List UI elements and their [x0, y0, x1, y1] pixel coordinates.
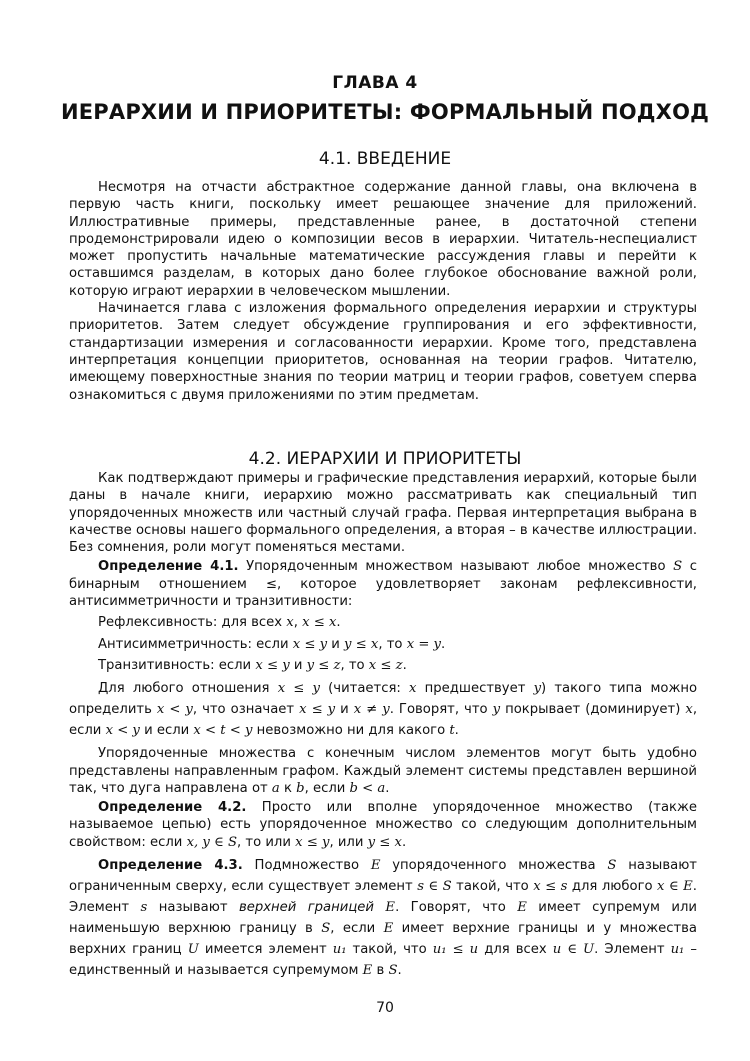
math: S: [321, 921, 331, 937]
math: x < y: [156, 702, 193, 718]
math: U: [187, 942, 199, 958]
math: x ∈ E: [657, 879, 693, 895]
reflexivity-law: Рефлексивность: для всех x, x ≤ x.: [98, 615, 341, 631]
math: b < a: [349, 780, 386, 796]
definition-label: Определение 4.2.: [98, 800, 247, 816]
math: u ∈ U: [552, 942, 595, 958]
definition-4-2: Определение 4.2. Просто или вполне упорядоченное множество (также называемое цепью) есть упорядоченное множество со следующим дополнительным свойством: если x, y ∈ S, то или x ≤ y, или y ≤ x.: [69, 800, 697, 850]
paragraph: Несмотря на отчасти абстрактное содержание данной главы, она включена в первую часть книги, поскольку имеет решающее значение для приложений. Иллюстративные примеры, представленные ранее, в достаточной степени продемонстрировали идею о композиции весов в иерархии. Читатель-неспециалист может пропустить начальные математические рассуждения главы и перейти к оставшимся разделам, в которых дано более глубокое обоснование важной роли, которую играют иерархии в человеческом мышлении.: [69, 180, 697, 299]
math: y ≤ x: [367, 834, 402, 850]
math: u₁: [332, 942, 347, 958]
math: x ≤ x: [302, 615, 337, 631]
math: x ≤ y: [292, 636, 328, 652]
paragraph-covering: Для любого отношения x ≤ y (читается: x предшествует y) такого типа можно определить x < y, что означает x ≤ y и x ≠ y. Говорят, что y покрывает (доминирует) x, если x < y и если x < t < y невозможно ни для какого t.: [69, 681, 698, 739]
math: E: [370, 858, 381, 874]
math: y: [492, 702, 501, 718]
math: x: [286, 615, 294, 631]
math: x ≤ z: [368, 657, 403, 673]
math: x < t < y: [193, 723, 253, 739]
paragraph: Как подтверждают примеры и графические представления иерархий, которые были даны в начале книги, иерархию можно рассматривать как специальный тип упорядоченных множеств или частный случай графа. Первая интерпретация выбрана в качестве основы нашего формального определения, а вторая – в качестве иллюстрации. Без сомнения, роли могут поменяться местами.: [69, 471, 698, 556]
math: x, y ∈ S: [186, 834, 238, 850]
definition-4-1: Определение 4.1. Упорядоченным множеством называют любое множество S с бинарным отношением ≤, которое удовлетворяет законам рефлексивности, антисимметричности и транзитивности:: [69, 559, 697, 610]
math: E: [383, 921, 394, 937]
chapter-label: ГЛАВА 4: [332, 73, 418, 93]
math: x: [409, 681, 417, 697]
math: x ≠ y: [353, 702, 390, 718]
math: x ≤ s: [533, 879, 568, 895]
math: E: [385, 900, 396, 916]
math: x < y: [105, 723, 140, 739]
math: S: [673, 559, 683, 575]
math: x ≤ y: [295, 834, 330, 850]
emphasis-term: верхней границей: [238, 900, 374, 916]
section-body-hierarchies: [69, 470, 697, 981]
math: x ≤ y: [299, 702, 336, 718]
paragraph: Начинается глава с изложения формального определения иерархии и структуры приоритетов. Затем следует обсуждение группирования и его эффективности, стандартизации измерения и согласованности иерархии. Кроме того, представлена интерпретация концепции приоритетов, основанная на теории графов. Читателю, имеющему поверхностные знания по теории матриц и теории графов, советуем сперва ознакомиться с двумя приложениями по этим предметам.: [69, 301, 697, 403]
paragraph-graph: Упорядоченные множества с конечным числом элементов могут быть удобно представлены направленным графом. Каждый элемент системы представлен вершиной так, что дуга направлена от a к b, если b < a.: [69, 746, 697, 796]
math: a: [271, 780, 280, 796]
math: x = y: [406, 636, 442, 652]
page-number: 70: [376, 1000, 394, 1016]
math: E: [517, 900, 527, 916]
math: y ≤ x: [344, 636, 379, 652]
definition-label: Определение 4.3.: [98, 858, 243, 874]
math: t: [449, 723, 455, 739]
section-heading-hierarchies: 4.2. ИЕРАРХИИ И ПРИОРИТЕТЫ: [248, 449, 522, 469]
math: s: [140, 900, 148, 916]
transitivity-law: Транзитивность: если x ≤ y и y ≤ z, то x ≤ z.: [98, 657, 407, 673]
section-body-introduction: [69, 179, 697, 404]
math: u₁ ≤ u: [432, 942, 479, 958]
math: x: [685, 702, 693, 718]
math: S: [388, 963, 398, 979]
math: y: [533, 681, 542, 697]
math: s ∈ S: [417, 879, 452, 895]
math: y ≤ z: [306, 657, 341, 673]
math: S: [607, 858, 617, 874]
math: x ≤ y: [255, 657, 290, 673]
chapter-title: ИЕРАРХИИ И ПРИОРИТЕТЫ: ФОРМАЛЬНЫЙ ПОДХОД: [60, 100, 710, 124]
math: E: [362, 963, 373, 979]
antisymmetry-law: Антисимметричность: если x ≤ y и y ≤ x, то x = y.: [98, 636, 446, 652]
definition-4-3: Определение 4.3. Подмножество E упорядоченного множества S называют ограниченным сверху, если существует элемент s ∈ S такой, что x ≤ s для любого x ∈ E. Элемент s называют верхней границей E. Говорят, что E имеет супремум или наименьшую верхнюю границу в S, если E имеет верхние границы и у множества верхних границ U имеется элемент u₁ такой, что u₁ ≤ u для всех u ∈ U. Элемент u₁ – единственный и называется супремумом E в S.: [69, 858, 698, 979]
definition-label: Определение 4.1.: [98, 559, 239, 575]
math: u₁: [670, 942, 685, 958]
section-heading-introduction: 4.1. ВВЕДЕНИЕ: [318, 149, 452, 169]
math: b: [296, 780, 305, 796]
math: x ≤ y: [277, 681, 320, 697]
